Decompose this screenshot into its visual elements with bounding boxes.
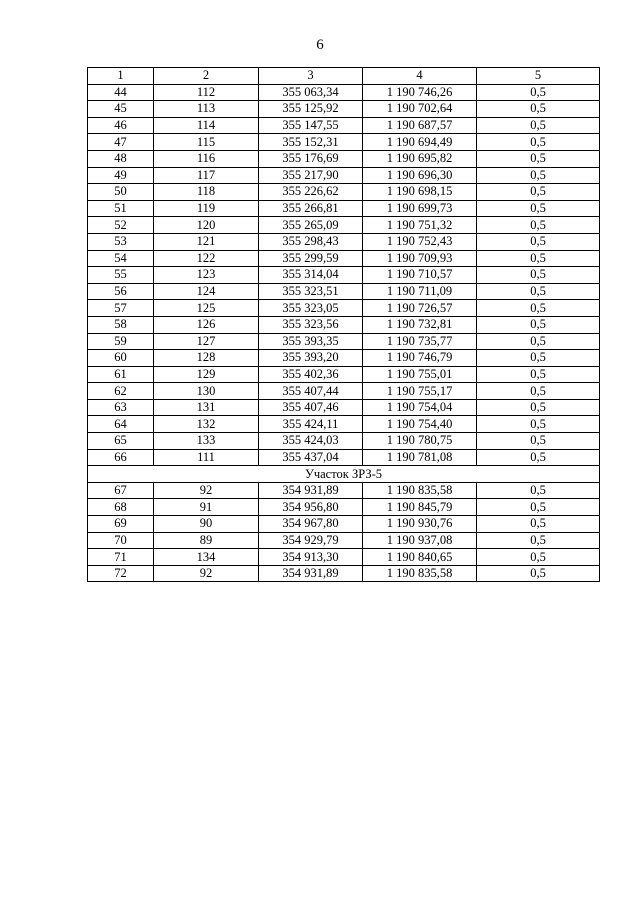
table-cell: 45 [88,101,154,118]
table-row [88,167,600,184]
table-cell: 63 [88,399,154,416]
table-cell: 118 [154,184,259,201]
table-cell: 122 [154,250,259,267]
table-cell: 44 [88,84,154,101]
table-cell: 1 190 780,75 [363,433,477,450]
table-row [88,184,600,201]
table-row [88,366,600,383]
table-cell: 1 190 751,32 [363,217,477,234]
table-cell: 1 190 781,08 [363,449,477,466]
table-row [88,101,600,118]
table-cell: 0,5 [477,267,600,284]
table-cell: 0,5 [477,283,600,300]
table-cell: 0,5 [477,184,600,201]
table-cell: 133 [154,433,259,450]
table-cell: 0,5 [477,101,600,118]
table-row [88,300,600,317]
table-cell: 355 152,31 [259,134,363,151]
table-cell: 89 [154,532,259,549]
table-cell: 0,5 [477,366,600,383]
table-cell: 1 190 835,58 [363,565,477,582]
table-cell: 354 931,89 [259,565,363,582]
table-cell: 128 [154,350,259,367]
table-cell: 1 190 726,57 [363,300,477,317]
table-cell: 134 [154,549,259,566]
table-cell: 46 [88,117,154,134]
table-cell: 1 190 695,82 [363,150,477,167]
header-cell: 1 [88,68,154,85]
table-cell: 66 [88,449,154,466]
table-cell: 1 190 845,79 [363,499,477,516]
table-cell: 52 [88,217,154,234]
table-cell: 355 424,11 [259,416,363,433]
table-cell: 0,5 [477,117,600,134]
table-cell: 1 190 752,43 [363,233,477,250]
table-cell: 0,5 [477,516,600,533]
table-cell: 1 190 694,49 [363,134,477,151]
table-cell: 132 [154,416,259,433]
table-cell: 1 190 710,57 [363,267,477,284]
table-row [88,565,600,582]
header-cell: 4 [363,68,477,85]
table-cell: 0,5 [477,300,600,317]
table-cell: 111 [154,449,259,466]
table-cell: 114 [154,117,259,134]
table-row [88,233,600,250]
table-cell: 0,5 [477,482,600,499]
table-cell: 1 190 937,08 [363,532,477,549]
table-cell: 130 [154,383,259,400]
section-row [88,466,600,483]
table-cell: 91 [154,499,259,516]
table-cell: 1 190 732,81 [363,316,477,333]
table-cell: 355 125,92 [259,101,363,118]
table-cell: 0,5 [477,532,600,549]
table-cell: 67 [88,482,154,499]
table-cell: 65 [88,433,154,450]
table-cell: 1 190 835,58 [363,482,477,499]
table-cell: 355 063,34 [259,84,363,101]
table-cell: 51 [88,200,154,217]
table-cell: 1 190 754,04 [363,399,477,416]
table-cell: 71 [88,549,154,566]
table-header-row [88,68,600,85]
table-cell: 70 [88,532,154,549]
table-cell: 0,5 [477,333,600,350]
table-row [88,549,600,566]
table-cell: 355 323,51 [259,283,363,300]
table-cell: 131 [154,399,259,416]
table-cell: 355 176,69 [259,150,363,167]
table-cell: 0,5 [477,549,600,566]
table-cell: 355 323,56 [259,316,363,333]
section-title: Участок ЗРЗ-5 [88,466,600,483]
table-cell: 1 190 687,57 [363,117,477,134]
table-row [88,117,600,134]
table-cell: 0,5 [477,316,600,333]
table-cell: 120 [154,217,259,234]
table-row [88,350,600,367]
table-cell: 355 266,81 [259,200,363,217]
table-cell: 60 [88,350,154,367]
table-cell: 55 [88,267,154,284]
table-cell: 355 407,44 [259,383,363,400]
table-row [88,383,600,400]
table-cell: 1 190 755,01 [363,366,477,383]
table-cell: 355 402,36 [259,366,363,383]
table-cell: 0,5 [477,565,600,582]
table-row [88,283,600,300]
table-cell: 355 323,05 [259,300,363,317]
table-row [88,516,600,533]
table-cell: 54 [88,250,154,267]
table-row [88,449,600,466]
table-cell: 0,5 [477,449,600,466]
table-cell: 121 [154,233,259,250]
table-row [88,217,600,234]
table-cell: 355 298,43 [259,233,363,250]
table-row [88,200,600,217]
table-cell: 355 299,59 [259,250,363,267]
table-cell: 1 190 711,09 [363,283,477,300]
table-cell: 0,5 [477,134,600,151]
table-cell: 0,5 [477,217,600,234]
table-cell: 58 [88,316,154,333]
table-cell: 354 931,89 [259,482,363,499]
table-cell: 50 [88,184,154,201]
table-cell: 354 913,30 [259,549,363,566]
table-cell: 1 190 930,76 [363,516,477,533]
table-cell: 355 393,35 [259,333,363,350]
table-cell: 56 [88,283,154,300]
table-cell: 355 217,90 [259,167,363,184]
table-cell: 0,5 [477,250,600,267]
page-number: 6 [316,37,324,53]
table-cell: 92 [154,565,259,582]
header-cell: 5 [477,68,600,85]
table-cell: 69 [88,516,154,533]
table-cell: 1 190 699,73 [363,200,477,217]
table-cell: 125 [154,300,259,317]
table-row [88,482,600,499]
table-cell: 126 [154,316,259,333]
table-cell: 1 190 696,30 [363,167,477,184]
table-cell: 90 [154,516,259,533]
table-cell: 1 190 709,93 [363,250,477,267]
table-cell: 68 [88,499,154,516]
table-cell: 1 190 698,15 [363,184,477,201]
table-cell: 0,5 [477,416,600,433]
table-row [88,84,600,101]
table-cell: 0,5 [477,84,600,101]
table-cell: 92 [154,482,259,499]
table-cell: 0,5 [477,350,600,367]
table-cell: 0,5 [477,433,600,450]
table-row [88,134,600,151]
table-cell: 115 [154,134,259,151]
table-row [88,333,600,350]
table-row [88,316,600,333]
table-cell: 124 [154,283,259,300]
table-cell: 354 967,80 [259,516,363,533]
coordinates-table [87,67,600,582]
table-cell: 1 190 746,79 [363,350,477,367]
table-cell: 1 190 755,17 [363,383,477,400]
table-row [88,150,600,167]
table-cell: 64 [88,416,154,433]
header-cell: 2 [154,68,259,85]
table-cell: 355 437,04 [259,449,363,466]
table-cell: 129 [154,366,259,383]
table-cell: 116 [154,150,259,167]
table-cell: 355 265,09 [259,217,363,234]
table-cell: 354 929,79 [259,532,363,549]
table-cell: 57 [88,300,154,317]
table-cell: 112 [154,84,259,101]
header-cell: 3 [259,68,363,85]
table-cell: 59 [88,333,154,350]
table-row [88,267,600,284]
table-row [88,499,600,516]
table-cell: 49 [88,167,154,184]
table-cell: 355 226,62 [259,184,363,201]
table-cell: 0,5 [477,200,600,217]
table-cell: 355 424,03 [259,433,363,450]
table-cell: 1 190 702,64 [363,101,477,118]
table-cell: 354 956,80 [259,499,363,516]
table-cell: 355 314,04 [259,267,363,284]
table-cell: 1 190 735,77 [363,333,477,350]
table-cell: 355 407,46 [259,399,363,416]
table-cell: 117 [154,167,259,184]
table-cell: 0,5 [477,167,600,184]
table-row [88,416,600,433]
table-cell: 53 [88,233,154,250]
table-cell: 0,5 [477,499,600,516]
table-cell: 0,5 [477,150,600,167]
table-row [88,433,600,450]
table-cell: 355 147,55 [259,117,363,134]
table-cell: 119 [154,200,259,217]
table-cell: 72 [88,565,154,582]
table-cell: 0,5 [477,383,600,400]
table-cell: 0,5 [477,233,600,250]
table-cell: 127 [154,333,259,350]
table-cell: 48 [88,150,154,167]
table-cell: 0,5 [477,399,600,416]
table-cell: 62 [88,383,154,400]
table-row [88,399,600,416]
table-cell: 1 190 840,65 [363,549,477,566]
table-cell: 47 [88,134,154,151]
table-row [88,250,600,267]
table-cell: 123 [154,267,259,284]
table-cell: 1 190 746,26 [363,84,477,101]
table-cell: 1 190 754,40 [363,416,477,433]
table-cell: 113 [154,101,259,118]
table-cell: 355 393,20 [259,350,363,367]
table-cell: 61 [88,366,154,383]
table-row [88,532,600,549]
